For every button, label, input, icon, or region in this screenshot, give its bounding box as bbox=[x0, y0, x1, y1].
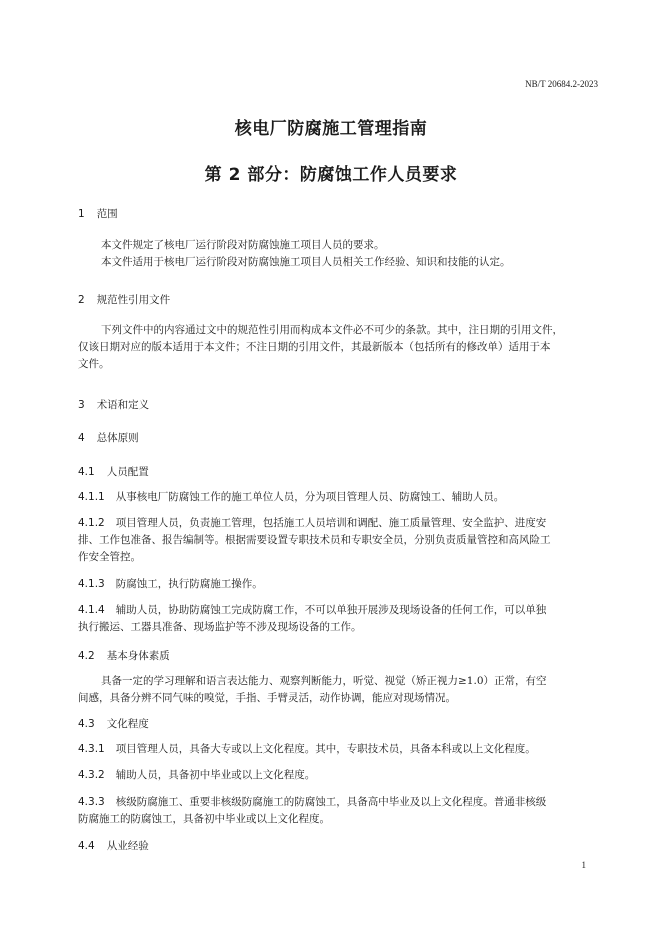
section-title: 文化程度 bbox=[106, 718, 149, 730]
clause-number: 4.3.3 bbox=[78, 796, 105, 808]
section-1-body bbox=[101, 237, 621, 271]
section-number: 2 bbox=[78, 294, 85, 306]
clause-4-1-4 bbox=[78, 602, 598, 636]
clause-text: 防腐施工的防腐蚀工，具备初中毕业或以上文化程度。 bbox=[78, 813, 330, 825]
paragraph-line: 下列文件中的内容通过文中的规范性引用而构成本文件必不可少的条款。其中，注日期的引用文件， bbox=[101, 324, 563, 336]
section-title: 范围 bbox=[96, 208, 118, 220]
standard-number: NB/T 20684.2-2023 bbox=[525, 79, 598, 89]
clause-text: 排、工作包准备、报告编制等。根据需要设置专职技术员和专职安全员，分别负责质量管控和高风险工 bbox=[78, 534, 551, 546]
page-number: 1 bbox=[581, 860, 586, 870]
clause-4-3-1 bbox=[78, 741, 598, 758]
section-1-heading bbox=[78, 206, 118, 221]
section-2-body bbox=[78, 322, 598, 373]
clause-text: 从事核电厂防腐蚀工作的施工单位人员，分为项目管理人员、防腐蚀工、辅助人员。 bbox=[115, 491, 505, 503]
section-title: 基本身体素质 bbox=[106, 650, 170, 662]
section-title: 总体原则 bbox=[96, 432, 139, 444]
clause-text: 防腐蚀工，执行防腐施工操作。 bbox=[115, 578, 263, 590]
clause-text: 辅助人员，协助防腐蚀工完成防腐工作，不可以单独开展涉及现场设备的任何工作，可以单独 bbox=[115, 604, 547, 616]
document-title: 核电厂防腐施工管理指南 bbox=[234, 119, 428, 139]
section-number: 4.2 bbox=[78, 650, 95, 662]
clause-number: 4.3.1 bbox=[78, 743, 105, 755]
part-title: 第 2 部分：防腐蚀工作人员要求 bbox=[204, 165, 458, 185]
clause-4-3-3 bbox=[78, 794, 598, 828]
clause-number: 4.1.3 bbox=[78, 578, 105, 590]
section-2-heading bbox=[78, 292, 170, 307]
section-number: 4.3 bbox=[78, 718, 95, 730]
section-4-2-heading bbox=[78, 648, 170, 663]
section-4-heading bbox=[78, 430, 139, 445]
clause-number: 4.1.1 bbox=[78, 491, 105, 503]
section-title: 术语和定义 bbox=[96, 399, 150, 411]
clause-4-1-2 bbox=[78, 515, 598, 566]
paragraph-line: 仅该日期对应的版本适用于本文件；不注日期的引用文件，其最新版本（包括所有的修改单）适用于本 bbox=[78, 341, 551, 353]
clause-4-1-1 bbox=[78, 489, 598, 506]
paragraph-line: 本文件规定了核电厂运行阶段对防腐蚀施工项目人员的要求。 bbox=[101, 239, 385, 251]
clause-number: 4.1.4 bbox=[78, 604, 105, 616]
paragraph-line: 本文件适用于核电厂运行阶段对防腐蚀施工项目人员相关工作经验、知识和技能的认定。 bbox=[101, 256, 511, 268]
clause-4-1-3 bbox=[78, 576, 598, 593]
section-title: 从业经验 bbox=[106, 840, 149, 852]
clause-text: 辅助人员，具备初中毕业或以上文化程度。 bbox=[115, 769, 316, 781]
clause-text: 项目管理人员，负责施工管理，包括施工人员培训和调配、施工质量管理、安全监护、进度安 bbox=[115, 517, 547, 529]
clause-number: 4.1.2 bbox=[78, 517, 105, 529]
section-title: 人员配置 bbox=[106, 466, 149, 478]
clause-text: 作安全管控。 bbox=[78, 551, 141, 563]
clause-text: 项目管理人员，具备大专或以上文化程度。其中，专职技术员，具备本科或以上文化程度。 bbox=[115, 743, 536, 755]
section-4-1-heading bbox=[78, 464, 149, 479]
clause-text: 核级防腐施工、重要非核级防腐施工的防腐蚀工，具备高中毕业及以上文化程度。普通非核级 bbox=[115, 796, 547, 808]
section-number: 4 bbox=[78, 432, 85, 444]
clause-number: 4.3.2 bbox=[78, 769, 105, 781]
section-number: 4.4 bbox=[78, 840, 95, 852]
section-3-heading bbox=[78, 397, 149, 412]
clause-text: 执行搬运、工器具准备、现场监护等不涉及现场设备的工作。 bbox=[78, 621, 362, 633]
paragraph-line: 文件。 bbox=[78, 358, 110, 370]
clause-4-3-2 bbox=[78, 767, 598, 784]
section-4-3-heading bbox=[78, 716, 149, 731]
section-title: 规范性引用文件 bbox=[96, 294, 171, 306]
section-4-2-body bbox=[78, 673, 598, 707]
section-number: 3 bbox=[78, 399, 85, 411]
section-number: 1 bbox=[78, 208, 85, 220]
section-number: 4.1 bbox=[78, 466, 95, 478]
paragraph-line: 间感，具备分辨不同气味的嗅觉，手指、手臂灵活，动作协调，能应对现场情况。 bbox=[78, 692, 456, 704]
paragraph-line: 具备一定的学习理解和语言表达能力、观察判断能力，听觉、视觉（矫正视力≥1.0）正常，有空 bbox=[101, 675, 547, 687]
section-4-4-heading bbox=[78, 838, 149, 853]
